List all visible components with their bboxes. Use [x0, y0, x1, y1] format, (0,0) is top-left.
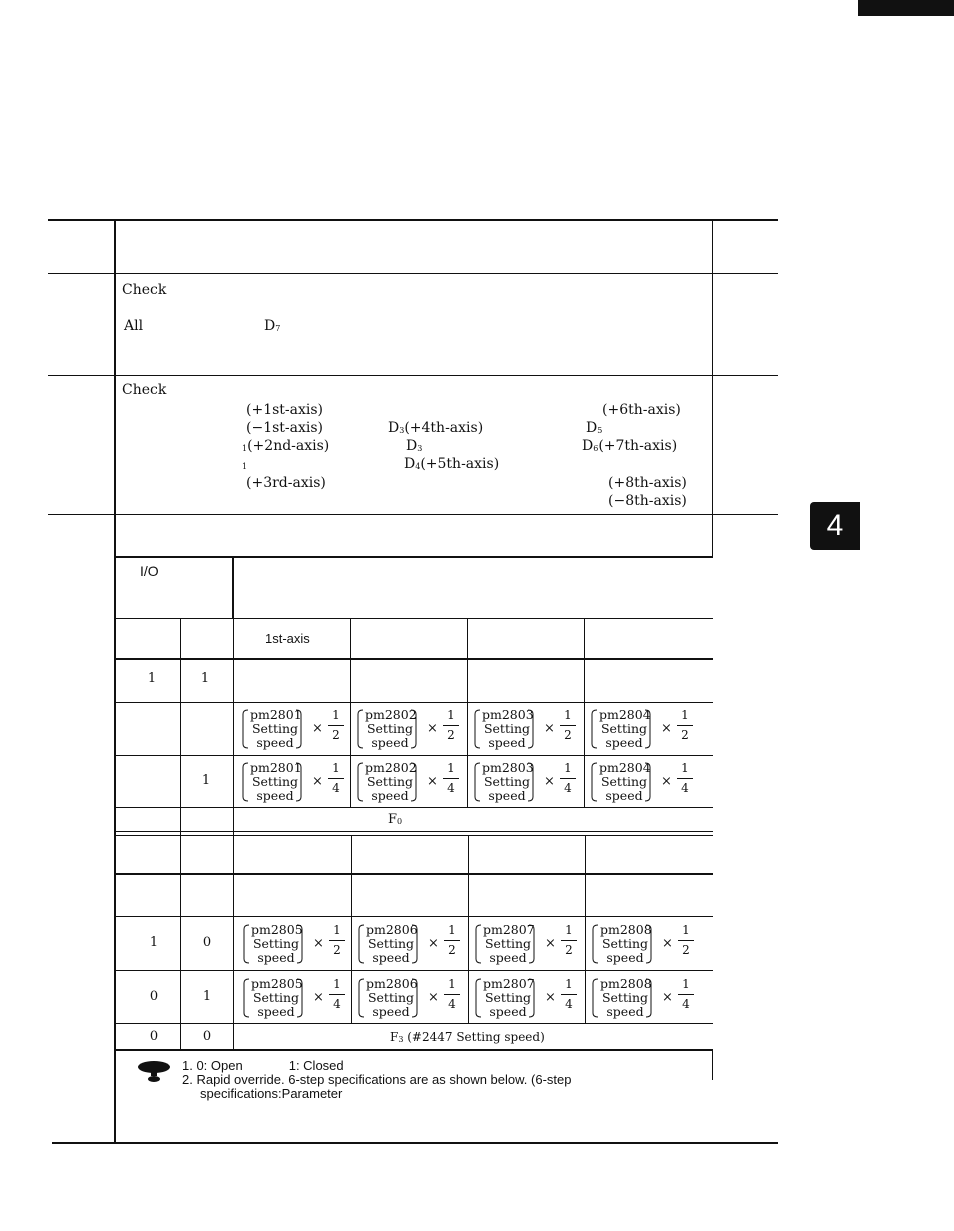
io-rule-f [116, 831, 713, 832]
formula-pm2806-quarter: pm2806 Setting speed × 1 4 [356, 975, 466, 1021]
check1-label: Check [122, 282, 167, 298]
io-rule-b [116, 658, 713, 660]
io-r3-c2: 1 [201, 773, 211, 788]
formula-pm2807-quarter: pm2807 Setting speed × 1 4 [473, 975, 583, 1021]
header-bottom-rule [48, 273, 778, 274]
check2-label: Check [122, 382, 167, 398]
formula-pm2801-quarter: pm2801 Setting speed × 1 4 [240, 759, 350, 805]
axis-item-3: 1(+2nd-axis) [242, 438, 330, 454]
io-b2-r1-c2: 0 [202, 935, 212, 950]
io-table-top [116, 556, 713, 558]
io-rule-h [116, 873, 713, 875]
io-vrule-6 [351, 835, 352, 1023]
axis-item-5: (+3rd-axis) [246, 475, 326, 491]
left-column-rule [114, 219, 116, 1144]
formula-pm2806-half: pm2806 Setting speed × 1 2 [356, 921, 466, 967]
io-b2-r2-c1: 0 [149, 989, 159, 1004]
formula-pm2802-half: pm2802 Setting speed × 1 2 [355, 706, 465, 752]
axis-d3-b: D3 [406, 438, 423, 454]
io-b2-r1-c1: 1 [149, 935, 159, 950]
io-vrule-5 [584, 618, 585, 808]
section-tab: 4 [810, 502, 860, 550]
io-rule-a [116, 618, 713, 619]
io-rule-g [116, 835, 713, 836]
formula-pm2808-quarter: pm2808 Setting speed × 1 4 [590, 975, 700, 1021]
table-bottom-rule [52, 1142, 778, 1144]
check1-d7: D7 [264, 318, 281, 334]
io-rule-e [116, 807, 713, 808]
note-2: 2. Rapid override. 6-step specifications are as shown below. (6-step [182, 1072, 572, 1087]
io-b2-r2-c2: 1 [202, 989, 212, 1004]
formula-pm2805-half: pm2805 Setting speed × 1 2 [241, 921, 351, 967]
row-rule-2 [48, 514, 778, 515]
axis-header-1st: 1st-axis [265, 631, 310, 646]
axis-c3-1: (+6th-axis) [602, 402, 681, 418]
io-rule-i [116, 916, 713, 917]
right-column-rule [712, 219, 713, 557]
formula-pm2805-quarter: pm2805 Setting speed × 1 4 [241, 975, 351, 1021]
axis-c3-3: D6(+7th-axis) [582, 438, 678, 454]
io-vrule-4 [467, 618, 468, 808]
io-vrule-8 [585, 835, 586, 1023]
axis-item-4: 1 [242, 462, 248, 471]
io-label: I/O [140, 563, 159, 579]
axis-c3-2: D5 [586, 420, 603, 436]
table-top-rule [48, 219, 778, 221]
io-b2-r3-c1: 0 [149, 1029, 159, 1044]
axis-c3-5: (−8th-axis) [608, 493, 687, 509]
io-vrule-1 [180, 618, 181, 1049]
io-r1-c1: 1 [147, 671, 157, 686]
axis-c3-4: (+8th-axis) [608, 475, 687, 491]
formula-pm2802-quarter: pm2802 Setting speed × 1 4 [355, 759, 465, 805]
formula-pm2801-half: pm2801 Setting speed × 1 2 [240, 706, 350, 752]
io-rule-k [116, 1023, 713, 1024]
f0-value: F0 [388, 812, 403, 827]
io-rule-j [116, 970, 713, 971]
io-vrule-7 [468, 835, 469, 1023]
io-rule-c [116, 702, 713, 703]
note-icon [136, 1058, 172, 1084]
check1-all: All [124, 318, 144, 334]
top-edge-mark-line [900, 12, 954, 14]
f3-value: F3 (#2447 Setting speed) [390, 1030, 545, 1044]
formula-pm2808-half: pm2808 Setting speed × 1 2 [590, 921, 700, 967]
formula-pm2804-quarter: pm2804 Setting speed × 1 4 [589, 759, 699, 805]
io-vrule-3 [350, 618, 351, 808]
io-r1-c2: 1 [200, 671, 210, 686]
io-rule-d [116, 755, 713, 756]
axis-d3-a: D3(+4th-axis) [388, 420, 484, 436]
note-2-cont: specifications:Parameter [200, 1086, 343, 1101]
formula-pm2807-half: pm2807 Setting speed × 1 2 [473, 921, 583, 967]
formula-pm2804-half: pm2804 Setting speed × 1 2 [589, 706, 699, 752]
axis-item-1: (+1st-axis) [246, 402, 324, 418]
io-vrule-2 [233, 618, 234, 1049]
io-rule-l [116, 1049, 713, 1051]
io-b2-r3-c2: 0 [202, 1029, 212, 1044]
axis-item-2: (−1st-axis) [246, 420, 324, 436]
right-column-rule-lower [712, 1050, 713, 1080]
note-1: 1. 0: Open 1: Closed [182, 1058, 344, 1073]
formula-pm2803-half: pm2803 Setting speed × 1 2 [472, 706, 582, 752]
row-rule-1 [48, 375, 778, 376]
formula-pm2803-quarter: pm2803 Setting speed × 1 4 [472, 759, 582, 805]
io-col-split [232, 556, 234, 618]
axis-d4: D4(+5th-axis) [404, 456, 500, 472]
